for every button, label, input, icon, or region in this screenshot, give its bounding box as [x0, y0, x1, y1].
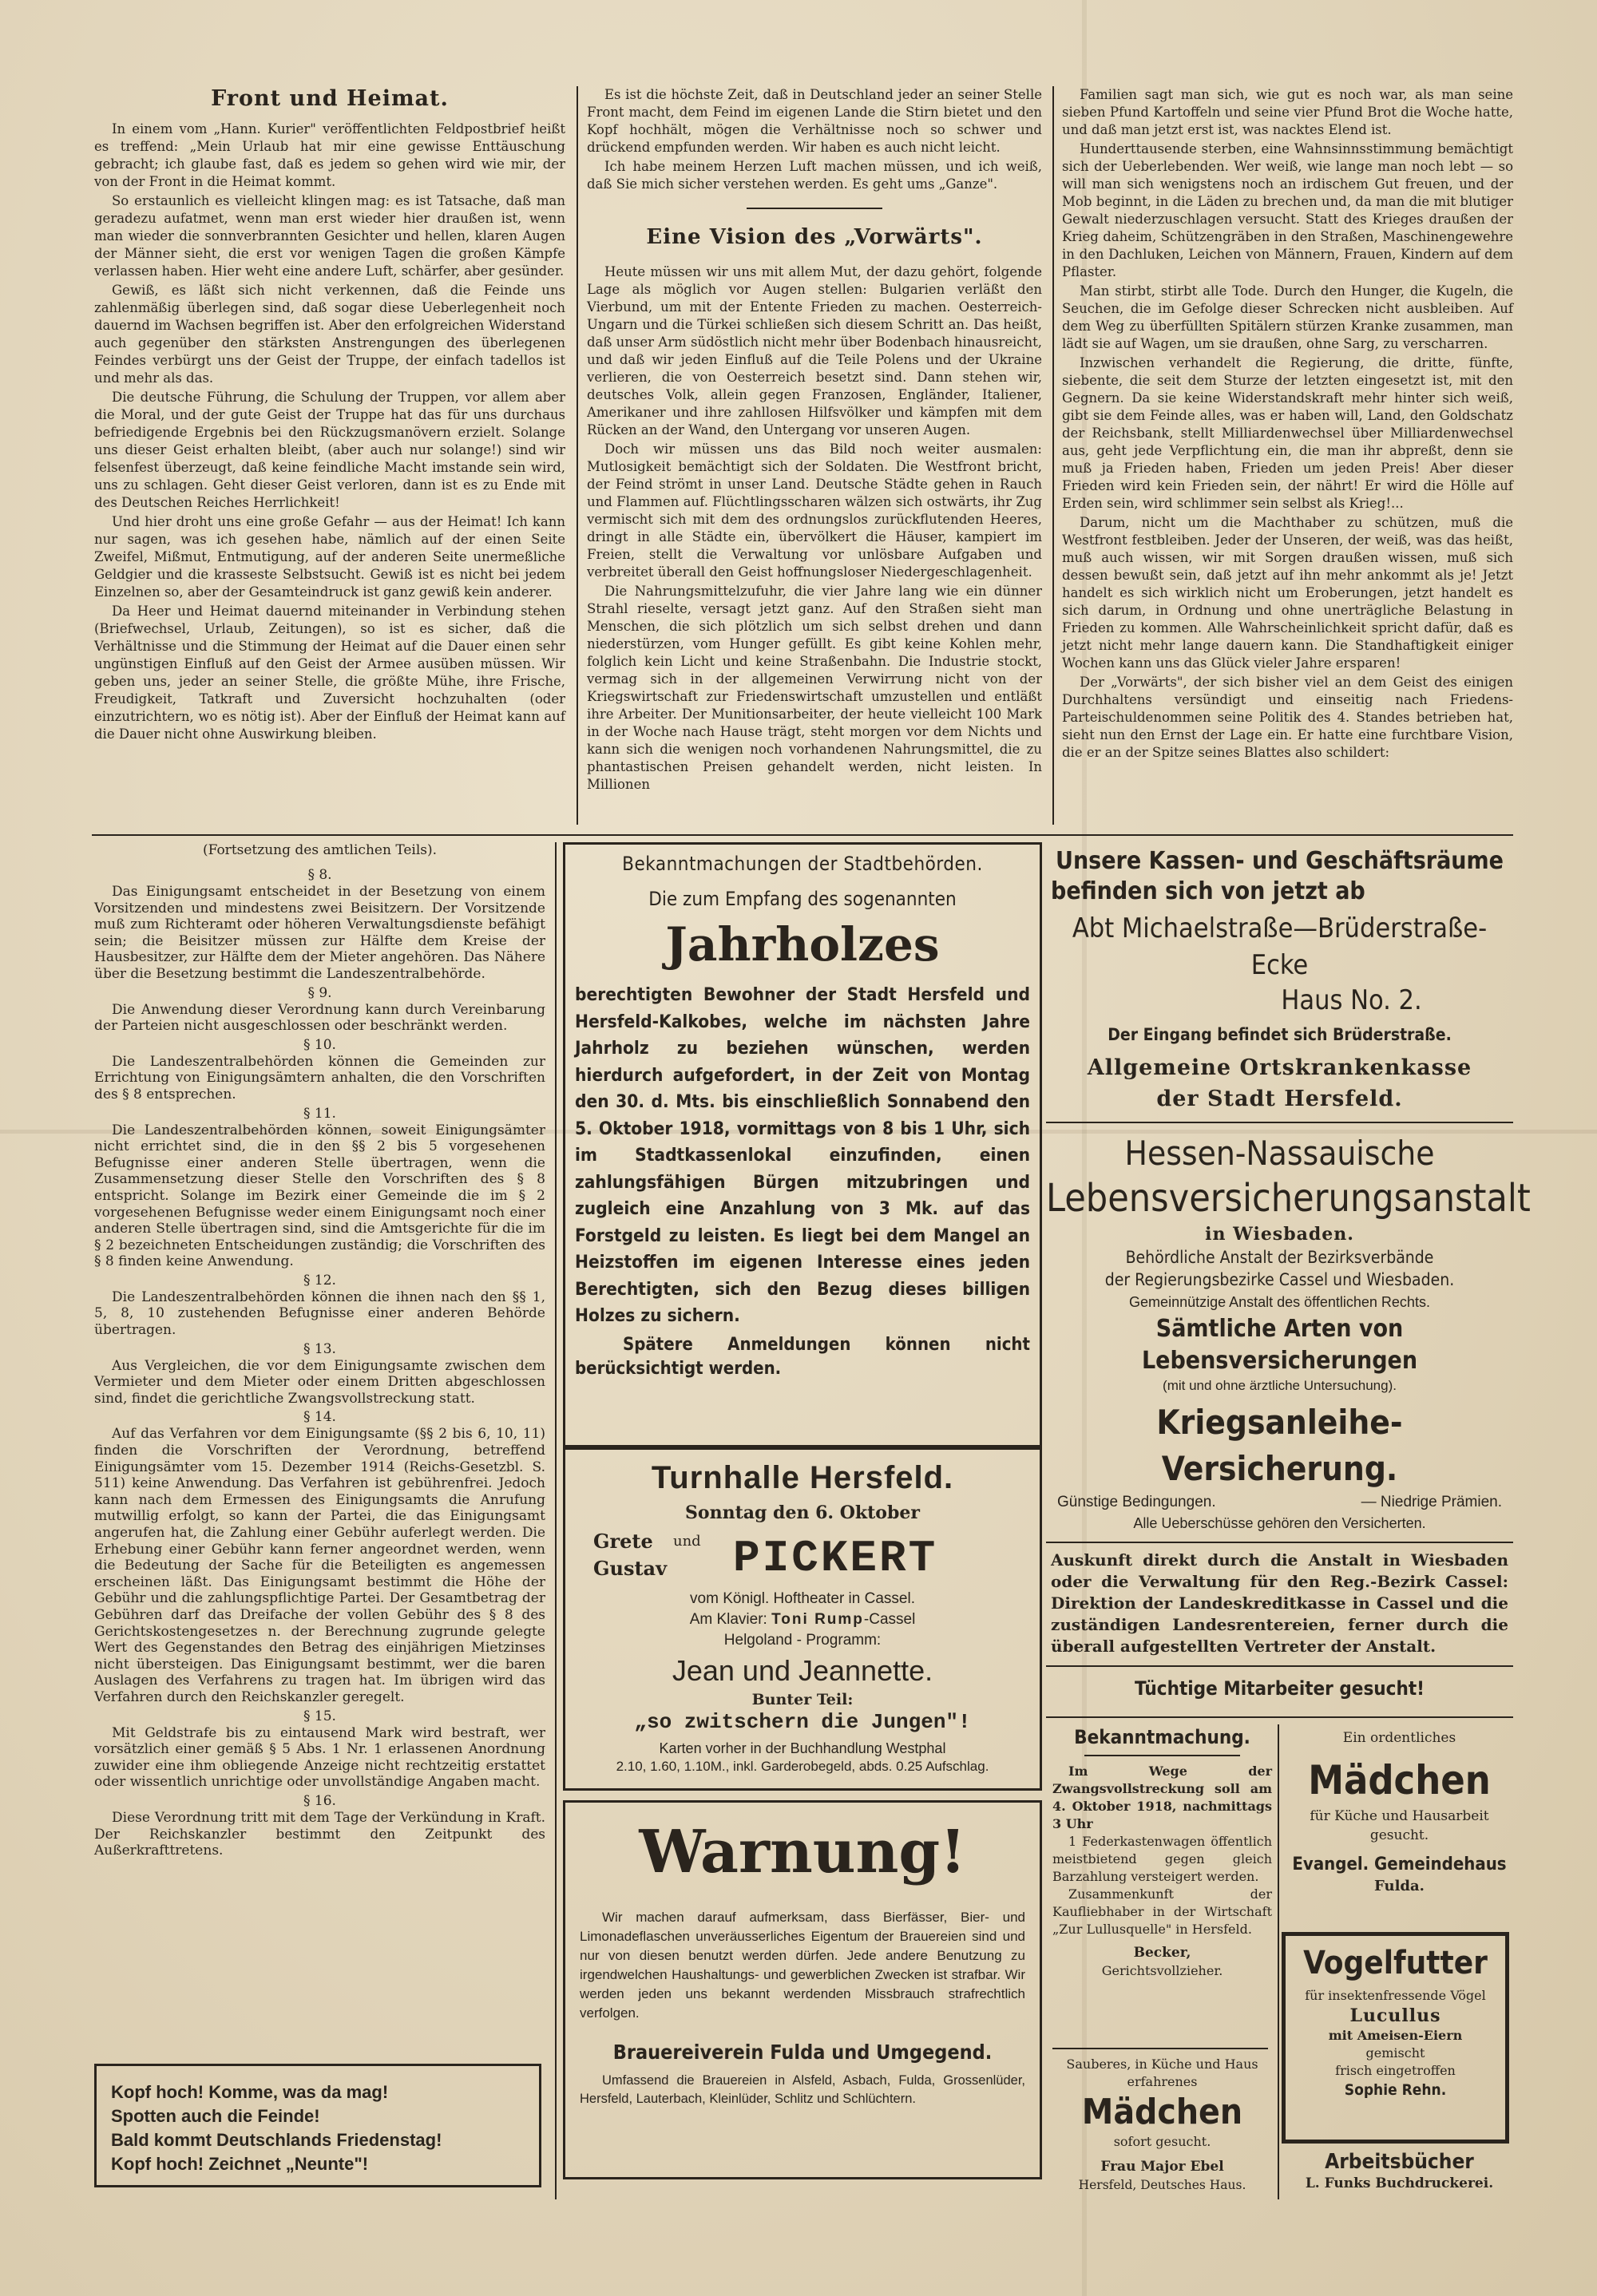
section-text: Die Landeszentralbehörden können die Gemeinden zur Errichtung von Einigungsämtern anhalten, die den Vorschriften des § 8 entsprechen.	[94, 1053, 545, 1102]
column-rule	[1052, 86, 1054, 825]
column-rule	[555, 842, 557, 2199]
paragraph: Es ist die höchste Zeit, daß in Deutschland jeder an seiner Stelle Front macht, dem Feind im eigenen Lande die Stirn bietet und den Kopf hochhält, mögen die Verhältnisse noch so schwer und drückend empfunden werden. Wir haben es auch nicht leicht.	[587, 87, 1042, 155]
kassen-line7: der Stadt Hersfeld.	[1156, 1087, 1403, 1111]
kopf-hoch-line: Bald kommt Deutschlands Friedenstag!	[111, 2130, 442, 2150]
official-title: (Fortsetzung des amtlichen Teils).	[202, 842, 438, 858]
kassen-notice	[1046, 846, 1513, 1114]
hessen-divider	[1046, 1542, 1513, 1543]
hessen-t5: der Regierungsbezirke Cassel und Wiesbaden.	[1104, 1270, 1455, 1289]
turnhalle-bunter: Bunter Teil:	[751, 1691, 854, 1708]
official-paragraphs	[94, 866, 545, 1859]
paragraph: Doch wir müssen uns das Bild noch weiter ausmalen: Mutlosigkeit bemächtigt sich der Soldaten. Die Westfront bricht, der Feind strömt in unser Land. Deutsche Städte gehen in Rauch und Flammen auf. Flüchtlingsscharen wälzen sich ostwärts, ihr Zug vermischt sich mit dem des ordnungslos zurückflutenden Heeres, dringt in alle Städte ein, übervölkert die Häuser, kampiert im Freien, stellt die Verwaltung vor unlösbare Aufgaben und verbreitet überall den Geist hoffnungsloser Niedergeschlagenheit.	[587, 441, 1042, 580]
turnhalle-quote: „so zwitschern die Jungen"!	[634, 1710, 971, 1734]
article-continuation-right	[1062, 86, 1513, 829]
paragraph: Inzwischen verhandelt die Regierung, die dritte, fünfte, siebente, die seit dem Sturze der letzten eingesetzt ist, mit den Gegnern. Da sie keine Widerstandskraft mehr hinter sich weiß, gibt sie dem Feinde alles, was er haben will, Land, den Goldschatz der Reichsbank, stellt Milliardenwechsel über Milliardenwechsel aus, geht jede Verpflichtung ein, die man ihr abpreßt, denn sie muß ja Frieden haben, Frieden um jeden Preis! Aber dieser Frieden wird kein Frieden sein, der nährt! Er wird die Hölle auf Erden sein, wird schlimmer sein selbst als Krieg!...	[1062, 355, 1513, 511]
ad-divider	[1046, 1716, 1513, 1718]
turnhalle-program: Helgoland - Programm:	[723, 1632, 882, 1649]
hessen-t10	[1046, 1492, 1513, 1513]
paragraph: Hunderttausende sterben, eine Wahnsinnsstimmung bemächtigt sich der Ueberlebenden. Wer weiß, wie lange man noch lebt — so will man sich wenigstens noch an irdischem Gut freuen, und der Mob beginnt, in die Läden zu brechen und, da man die mit blutiger Gewalt niederzuschlagen versucht. Statt des Krieges draußen der Krieg daheim, Schützengräben in den Straßen, Maschinengewehre in den Dachluken, Leichen von Männern, Frauen, Kindern auf dem Pflaster.	[1062, 141, 1513, 279]
section-text: Die Landeszentralbehörden können, soweit Einigungsämter nicht errichtet sind, die in den §§ 2 bis 5 vorgesehenen Befugnisse einer anderen Stelle übertragen, wenn die Zusammensetzung dieser Stelle den Vorschriften des § 8 entspricht. Solange im Bezirk einer Gemeinde die im § 2 vorgesehenen Befugnisse weder einem Einigungsamt noch einer anderen Stelle übertragen sind, sind die Amtsgerichte für die im § 2 bezeichneten Entscheidungen zuständig; die Vorschriften des § 8 finden keine Anwendung.	[94, 1122, 545, 1270]
stadt-bekanntmachung	[563, 842, 1042, 1447]
hessen-t6: Gemeinnützige Anstalt des öffentlichen Rechts.	[1129, 1294, 1430, 1310]
turnhalle-ad	[563, 1447, 1042, 1791]
stadt-title: Bekanntmachungen der Stadtbehörden.	[622, 853, 983, 875]
vogel-l2: Lucullus	[1349, 2005, 1441, 2026]
article-body	[587, 263, 1042, 794]
paragraph: Der „Vorwärts", der sich bisher viel an dem Geist des einigen Durchhaltens versündigt und einseitig nach Friedens-Parteischuldenommen seine Politik des 4. Standes betrieben hat, sieht nun den Ernst der Lage ein. Er hatte eine furchtbare Vision, die er an der Spitze seines Blattes also schildert:	[1062, 675, 1513, 760]
piano-label: Am Klavier:	[689, 1611, 767, 1628]
stadt-intro: Die zum Empfang des sogenannten	[648, 888, 957, 910]
section-text: Aus Vergleichen, die vor dem Einigungsamte zwischen dem Vermieter und dem Mieter oder einem Dritten abgeschlossen sind, findet die gerichtliche Zwangsvollstreckung statt.	[94, 1357, 545, 1407]
maedchen-ad-1	[1286, 1728, 1513, 1924]
section-number: § 12.	[303, 1272, 336, 1289]
surname-pickert: PICKERT	[733, 1533, 938, 1584]
turnhalle-piece: Jean und Jeannette.	[672, 1654, 933, 1687]
arbeitsbuecher-ad	[1286, 2149, 1513, 2205]
paragraph: Gewiß, es läßt sich nicht verkennen, daß die Feinde uns zahlenmäßig überlegen sind, daß sogar diese Ueberlegenheit noch dauernd im Wachsen begriffen ist. Aber den erfolgreichen Widerstand auch gegenüber den stärksten Anstrengungen des überlegenen Feindes verbürgt uns der Geist der Truppe, der einfach tadellos ist und mehr als das.	[94, 283, 565, 386]
vogel-title: Vogelfutter	[1303, 1945, 1488, 1981]
turnhalle-prices: 2.10, 1.60, 1.10M., inkl. Garderobegeld, abds. 0.25 Aufschlag.	[616, 1759, 989, 1774]
section-number: § 10.	[303, 1036, 336, 1053]
hessen-t4: Behördliche Anstalt der Bezirksverbände	[1125, 1248, 1434, 1267]
hessen-t9: Kriegsanleihe-Versicherung.	[1156, 1403, 1403, 1488]
name-und: und	[673, 1533, 701, 1550]
paragraph: So erstaunlich es vielleicht klingen mag: es ist Tatsache, daß man geradezu aufatmet, wenn man erst wieder hier draußen ist, wenn man wieder die sonnverbrannten Gesichter und hellen, klaren Augen der Männer sieht, die erst vor wenigen Tagen die großen Kämpfe verlassen haben. Hier weht eine andere Luft, schärfer, aber gesünder.	[94, 193, 565, 279]
maedchen1-big: Mädchen	[1308, 1757, 1491, 1803]
kassen-line3: Abt Michaelstraße—Brüderstraße-Ecke	[1072, 912, 1488, 981]
hessen-t10b: — Niedrige Prämien.	[1361, 1494, 1502, 1510]
hessen-divider	[1046, 1665, 1513, 1667]
kassen-line4: Haus No. 2.	[1281, 984, 1422, 1016]
section-number: § 11.	[303, 1105, 336, 1122]
piano-city: -Cassel	[863, 1611, 916, 1628]
turnhalle-piano	[573, 1611, 1032, 1629]
section-number: § 15.	[303, 1708, 336, 1724]
arbeit-title: Arbeitsbücher	[1325, 2150, 1474, 2174]
hessen-t13: Tüchtige Mitarbeiter gesucht!	[1134, 1677, 1425, 1700]
vogel-l4: gemischt	[1365, 2045, 1425, 2060]
performer-names	[573, 1528, 1032, 1587]
turnhalle-date: Sonntag den 6. Oktober	[685, 1502, 920, 1523]
vogel-l6: Sophie Rehn.	[1344, 2081, 1447, 2099]
paragraph: In einem vom „Hann. Kurier" veröffentlichten Feldpostbrief heißt es treffend: „Mein Urlaub hat mir eine gewisse Enttäuschung gebracht; ich glaube fast, daß es jedem so gehen wird wie mir, der von der Front in die Heimat kommt.	[94, 121, 565, 189]
maedchen-ad-2	[1052, 2056, 1272, 2199]
article-body	[1062, 86, 1513, 762]
hessen-t3: in Wiesbaden.	[1205, 1224, 1354, 1245]
section-number: § 16.	[303, 1792, 336, 1809]
column-rule	[1278, 1724, 1279, 2199]
arbeit-sub: L. Funks Buchdruckerei.	[1305, 2175, 1494, 2191]
article-title: Eine Vision des „Vorwärts".	[646, 225, 983, 249]
maedchen1-top: Ein ordentliches	[1342, 1730, 1456, 1746]
bekanntmachung-ad	[1052, 1724, 1272, 2044]
warnung-members: Umfassend die Brauereien in Alsfeld, Asbach, Fulda, Grossenlüder, Hersfeld, Lauterbach, Kleinlüder, Schlitz und Schlüchtern.	[580, 2073, 1025, 2106]
paragraph: Und hier droht uns eine große Gefahr — aus der Heimat! Ich kann nur sagen, was ich gesehen habe, nämlich auf der einen Seite Zweifel, Mißmut, Entmutigung, auf der anderen Seite unermeßliche Geldgier und die krasseste Selbstsucht. Gewiß ist es nicht bei jedem Einzelnen so, aber der Gesamteindruck ist ganz gewiß kein anderer.	[94, 514, 565, 600]
kassen-line6: Allgemeine Ortskrankenkasse	[1087, 1055, 1472, 1080]
bekannt-body2: 1 Federkastenwagen öffentlich meistbietend gegen gleich Barzahlung versteigert werden.	[1052, 1834, 1272, 1884]
hessen-t12: Auskunft direkt durch die Anstalt in Wiesbaden oder die Verwaltung für den Reg.-Bezirk Cassel: Direktion der Landeskreditkasse in Cassel und die zuständigen Landesrentereien, ferner durch die überall aufgestellten Vertreter der Anstalt.	[1051, 1550, 1508, 1656]
section-number: § 9.	[307, 984, 332, 1001]
stadt-late: Spätere Anmeldungen können nicht berücksichtigt werden.	[575, 1334, 1030, 1379]
section-number: § 13.	[303, 1340, 336, 1357]
maedchen2-city: Hersfeld, Deutsches Haus.	[1078, 2178, 1246, 2192]
vogel-l1: für insektenfressende Vögel	[1305, 1988, 1486, 2003]
section-text: Die Anwendung dieser Verordnung kann durch Vereinbarung der Parteien nicht ausgeschlossen oder beschränkt werden.	[94, 1001, 545, 1035]
bekannt-body1: Im Wege der Zwangsvollstreckung soll am 4. Oktober 1918, nachmittags 3 Uhr	[1052, 1764, 1272, 1831]
maedchen1-body: für Küche und Hausarbeit gesucht.	[1310, 1808, 1489, 1843]
short-divider	[747, 208, 882, 209]
section-divider	[92, 834, 1513, 836]
kopf-hoch-box	[94, 2064, 541, 2187]
kassen-line5: Der Eingang befindet sich Brüderstraße.	[1108, 1025, 1452, 1044]
vogel-l3: mit Ameisen-Eiern	[1328, 2028, 1463, 2043]
turnhalle-tickets: Karten vorher in der Buchhandlung Westphal	[659, 1740, 946, 1756]
section-text: Das Einigungsamt entscheidet in der Besetzung von einem Vorsitzenden und mindestens zwei Beisitzern. Der Vorsitzende muß zum Richteramt oder höheren Verwaltungsdienste befähigt sein; die Beisitzer müssen zur Hälfte dem Kreise der Hausbesitzer, zur Hälfte dem der Mieter angehören. Das Nähere über die Besetzung bestimmt die Landeszentralbehörde.	[94, 884, 545, 982]
vogelfutter-ad	[1282, 1932, 1509, 2144]
section-text: Diese Verordnung tritt mit dem Tage der Verkündung in Kraft. Der Reichskanzler bestimmt den Zeitpunkt des Außerkrafttretens.	[94, 1809, 545, 1859]
turnhalle-title: Turnhalle Hersfeld.	[651, 1460, 954, 1495]
jahrholzes-heading: Jahrholzes	[665, 917, 940, 972]
bekannt-body3: Zusammenkunft der Kaufliebhaber in der Wirtschaft „Zur Lullusquelle" in Hersfeld.	[1052, 1886, 1272, 1937]
bekannt-sig2: Gerichtsvollzieher.	[1101, 1963, 1223, 1978]
maedchen2-sig: Frau Major Ebel	[1100, 2159, 1224, 2175]
turnhalle-from: vom Königl. Hoftheater in Cassel.	[690, 1590, 915, 1607]
maedchen2-big: Mädchen	[1081, 2092, 1243, 2132]
hessen-t8: (mit und ohne ärztliche Untersuchung).	[1163, 1378, 1397, 1393]
kopf-hoch-line: Kopf hoch! Zeichnet „Neunte"!	[111, 2154, 369, 2174]
section-text: Die Landeszentralbehörden können die ihnen nach den §§ 1, 5, 8, 10 zustehenden Befugnisse einer anderen Behörde übertragen.	[94, 1289, 545, 1339]
kopf-hoch-text	[111, 2080, 539, 2176]
maedchen1-org: Evangel. Gemeindehaus	[1292, 1855, 1507, 1874]
hessen-t2: Lebensversicherungsanstalt	[1046, 1176, 1531, 1221]
article-front-und-heimat	[94, 86, 565, 829]
vogel-l5: frisch eingetroffen	[1335, 2063, 1456, 2078]
warnung-body: Wir machen darauf aufmerksam, dass Bierfässer, Bier- und Limonadeflaschen unveräusserliches Eigentum der Brauereien sind und nur von diesen benutzt werden dürfen. Jede andere Benutzung zu irgendwelchen Haushaltungs- und gewerblichen Zwecken ist strafbar. Wir werden jeden uns bekannt werdenden Missbrauch strafrechtlich verfolgen.	[580, 1910, 1025, 2021]
kassen-line2: befinden sich von jetzt ab	[1051, 877, 1365, 905]
paragraph: Da Heer und Heimat dauernd miteinander in Verbindung stehen (Briefwechsel, Urlaub, Zeitungen), so ist es sicher, daß die Verhältnisse und die Stimmung der Heimat auf die Dauer einen sehr ungünstigen Einfluß auf den Geist der Armee ausüben müssen. Wir geben uns, jeder an seiner Stelle, die größte Mühe, ihre Frische, Freudigkeit, Tatkraft und Zuversicht hochzuhalten (oder einzutrichtern, wo es nötig ist). Aber der Einfluß der Heimat kann auf die Dauer nicht ohne Auswirkung bleiben.	[94, 604, 565, 742]
section-text: Auf das Verfahren vor dem Einigungsamte (§§ 2 bis 6, 10, 11) finden die Vorschriften der Verordnung, betreffend Einigungsämter vom 15. Dezember 1914 (Reichs-Gesetzbl. S. 511) keine Anwendung. Das Verfahren ist gebührenfrei. Jedoch kann nach dem Ermessen des Einigungsamts die Anrufung mutwillig erfolgt, so kann der Partei, die das Einigungsamt angerufen hat, die Zahlung einer Gebühr auferlegt werden. Die Erhebung einer Gebühr kann ferner angeordnet werden, wenn die Bedeutung der Sache für die Beteiligten es angemessen erscheinen läßt. Das Einigungsamt bestimmt die Höhe der Gebühr und die zahlungspflichtige Partei. Der Gesamtbetrag der Gebühren darf das Dreifache der vollen Gebühr des § 8 des Gerichtskostengesetzes n. der Berechnung zugrunde gelegte Wert des Gegenstandes den Betrag des einjährigen Mietzinses nicht übersteigen. Das Einigungsamt bestimmt, wer die baren Auslagen des Verfahrens zu tragen hat. Im übrigen wird das Verfahren durch den Reichskanzler geregelt.	[94, 1426, 545, 1705]
paragraph: Ich habe meinem Herzen Luft machen müssen, und ich weiß, daß Sie mich sicher verstehen werden. Es geht ums „Ganze".	[587, 159, 1042, 192]
article-body	[94, 121, 565, 743]
column-rule	[577, 86, 578, 825]
hessen-t7: Sämtliche Arten von Lebensversicherungen	[1141, 1315, 1418, 1375]
kassen-line1: Unsere Kassen- und Geschäftsräume	[1056, 847, 1504, 875]
bekannt-sig: Becker,	[1133, 1945, 1191, 1961]
bekannt-title: Bekanntmachung.	[1074, 1726, 1250, 1748]
stadt-body: berechtigten Bewohner der Stadt Hersfeld und Hersfeld-Kalkobes, welche im nächsten Jahre Jahrholz zu beziehen wünschen, werden hierdurch aufgefordert, in der Zeit von Montag den 30. d. Mts. bis einschließlich Sonnabend den 5. Oktober 1918, vormittags von 8 bis 1 Uhr, sich im Stadtkassenlokal einzufinden, einen zahlungsfähigen Bürgen mitzubringen und zugleich eine Anzahlung von 3 Mk. auf das Forstgeld zu leisten. Es liegt bei dem Mangel an Heizstoffen im eigenen Interesse eines jeden Berechtigten, sich den Bezug dieses billigen Holzes zu sichern.	[575, 984, 1030, 1326]
section-number: § 8.	[307, 867, 332, 883]
paragraph: Die Nahrungsmittelzufuhr, die vier Jahre lang wie ein dünner Strahl rieselte, versagt jetzt ganz. Auf den Straßen sieht man Menschen, die sich plötzlich um sich selbst drehen und dann niederstürzen, vom Hunger gefüllt. Es gibt keine Kohlen mehr, folglich kein Licht und keine Straßenbahn. Die Industrie stockt, vermag sich in der allgemeinen Verwirrung nicht von der Kriegswirtschaft zur Friedenswirtschaft umzustellen und entläßt ihre Arbeiter. Der Munitionsarbeiter, der heute vielleicht 100 Mark in der Woche nach Hause trägt, steht morgen vor dem Nichts und kann sich die wenigen noch vorhandenen Nahrungsmittel, die zu phantastischen Preisen gehandelt werden, nicht leisten. In Millionen	[587, 584, 1042, 792]
article-continuation	[587, 86, 1042, 193]
paragraph: Man stirbt, stirbt alle Tode. Durch den Hunger, die Kugeln, die Seuchen, die im Gefolge dieser Schrecken nicht ausbleiben. Auf dem Weg zu überfüllten Spitälern stürzen Kranke zusammen, man lädt sie auf Wagen, um sie draußen, ohne Sarg, zu verscharren.	[1062, 283, 1513, 351]
article-vision-vorwaerts	[587, 86, 1042, 829]
ad-divider	[1052, 2048, 1268, 2049]
maedchen2-body: sofort gesucht.	[1113, 2134, 1211, 2149]
name-gustav: Gustav	[593, 1557, 668, 1580]
kopf-hoch-line: Spotten auch die Feinde!	[111, 2106, 320, 2126]
maedchen1-city: Fulda.	[1374, 1878, 1425, 1894]
paragraph: Darum, nicht um die Machthaber zu schützen, muß die Westfront festbleiben. Jeder der Unseren, der weiß, was das heißt, muß auch wissen, wir mit Sorgen draußen wissen, muß sich dessen bewußt sein, daß jetzt auf ihn mehr ankommt als je! Jetzt handelt es sich wirklich nicht um Eroberungen, jetzt handelt es sich darum, in Ordnung und ohne unerträgliche Belastung in Frieden zu kommen. Alle Wahrscheinlichkeit spricht dafür, daß es jetzt nicht mehr lange dauern kann. Die Standhaftigkeit einiger Wochen kann uns das Glück vieler Jahre ersparen!	[1062, 515, 1513, 671]
official-section	[94, 842, 545, 2056]
hessen-nassau-ad	[1046, 1130, 1531, 1700]
maedchen2-top: Sauberes, in Küche und Haus erfahrenes	[1066, 2057, 1258, 2089]
warnung-ad	[563, 1800, 1042, 2179]
hessen-t1: Hessen-Nassauische	[1124, 1134, 1435, 1173]
article-title: Front und Heimat.	[211, 86, 449, 111]
warnung-org: Brauereiverein Fulda und Umgegend.	[612, 2041, 993, 2064]
paragraph: Familien sagt man sich, wie gut es noch war, als man seine sieben Pfund Kartoffeln und seine vier Pfund Brot die Woche hatte, und daß man jetzt erst ist, was nacktes Elend ist.	[1062, 87, 1513, 137]
ad-divider	[1046, 1122, 1513, 1123]
name-grete: Grete	[593, 1530, 653, 1553]
hessen-t10a: Günstige Bedingungen.	[1057, 1494, 1216, 1510]
hessen-t11: Alle Ueberschüsse gehören den Versicherten.	[1133, 1515, 1426, 1531]
section-text: Mit Geldstrafe bis zu eintausend Mark wird bestraft, wer vorsätzlich einer gemäß § 5 Abs. 1 Nr. 1 erlassenen Anordnung zuwider eine ihm obliegende Anzeige nicht rechtzeitig erstattet oder wissentlich unrichtige oder unvollständige Angaben macht.	[94, 1724, 545, 1791]
bekannt-divider	[1084, 1755, 1240, 1756]
section-number: § 14.	[303, 1409, 336, 1426]
kopf-hoch-line: Kopf hoch! Komme, was da mag!	[111, 2082, 389, 2102]
warnung-title: Warnung!	[639, 1818, 966, 1886]
piano-name: Toni Rump	[771, 1611, 864, 1628]
paragraph: Heute müssen wir uns mit allem Mut, der dazu gehört, folgende Lage als möglich vor Augen stellen: Bulgarien verläßt den Vierbund, um mit der Entente Frieden zu machen. Oesterreich-Ungarn und die Türkei schließen sich diesem Schritt an. Das heißt, daß unser Arm südöstlich nicht mehr über Bodenbach hinausreicht, und daß wir jeden Einfluß auf die Teile Polens und der Ukraine verlieren, die von Oesterreich besetzt sind. Dann stehen wir, deutsches Volk, allein gegen Franzosen, Engländer, Italiener, Amerikaner und ihre zahllosen Hilfsvölker und kämpfen mit dem Rücken an der Wand, den Untergang vor unseren Augen.	[587, 264, 1042, 437]
paragraph: Die deutsche Führung, die Schulung der Truppen, vor allem aber die Moral, und der gute Geist der Truppe hat das für uns durchaus befriedigende Ergebnis bei den Rückzugsmanövern erzielt. Solange uns dieser Geist erhalten bleibt, (aber auch nur solange!) sind wir felsenfest überzeugt, daß keine feindliche Macht imstande sein wird, uns zu schlagen. Geht dieser Geist verloren, dann ist es zu Ende mit des Deutschen Reiches Herrlichkeit!	[94, 390, 565, 510]
